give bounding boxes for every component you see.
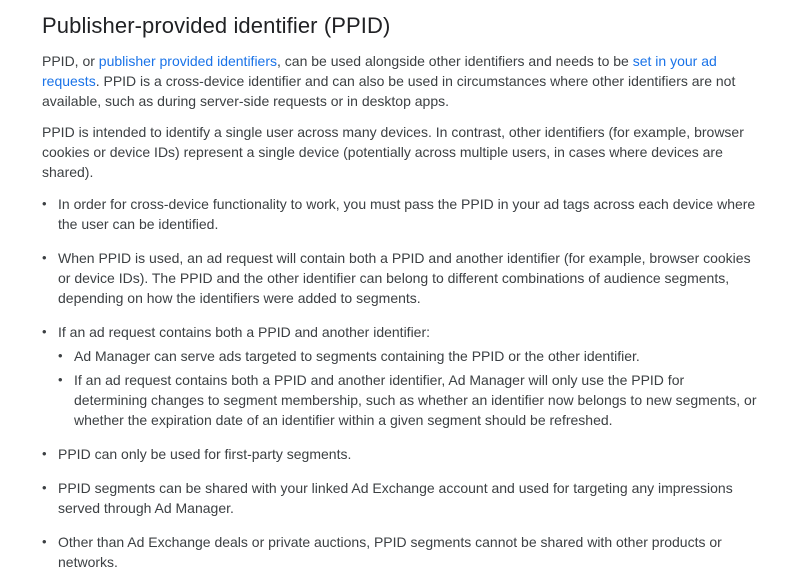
intro-paragraph [42,51,758,111]
list-item: • Other than Ad Exchange deals or private auctions, PPID segments cannot be shared with other products or networks. [42,532,758,572]
list-item: • When PPID is used, an ad request will contain both a PPID and another identifier (for example, browser cookies or device IDs). The PPID and the other identifier can belong to different combinations of audience segments, depending on how the identifiers were added to segments. [42,248,758,308]
intro-text-3: . PPID is a cross-device identifier and can also be used in circumstances where other identifiers are not available, such as during server-side requests or in desktop apps. [42,73,736,109]
page-title: Publisher-provided identifier (PPID) [42,13,391,38]
list-item: • In order for cross-device functionality to work, you must pass the PPID in your ad tags across each device where the user can be identified. [42,194,758,234]
nested-list-item: • If an ad request contains both a PPID and another identifier, Ad Manager will only use the PPID for determining changes to segment membership, such as whether an identifier now belongs to new segments, or whether the expiration date of an identifier within a given segment should be refreshed. [58,370,758,430]
nested-list-item: • Ad Manager can serve ads targeted to segments containing the PPID or the other identifier. [58,346,758,366]
publisher-provided-identifiers-link[interactable]: publisher provided identifiers [98,53,278,69]
list-item: • PPID can only be used for first-party segments. [42,444,758,464]
ppid-purpose-paragraph: PPID is intended to identify a single user across many devices. In contrast, other identifiers (for example, browser cookies or device IDs) represent a single device (potentially across multiple users, in cases where devices are shared). [42,124,744,180]
intro-text-1: PPID, or [42,53,99,69]
ppid-bullet-list [42,194,758,572]
list-item-text: If an ad request contains both a PPID and another identifier: [58,324,431,340]
set-in-ad-requests-link[interactable]: set in your ad requests [42,53,717,89]
nested-bullet-list [58,346,758,430]
list-item [42,322,758,430]
intro-text-2: , can be used alongside other identifiers and needs to be [277,53,633,69]
list-item: • PPID segments can be shared with your linked Ad Exchange account and used for targeting any impressions served through Ad Manager. [42,478,758,518]
